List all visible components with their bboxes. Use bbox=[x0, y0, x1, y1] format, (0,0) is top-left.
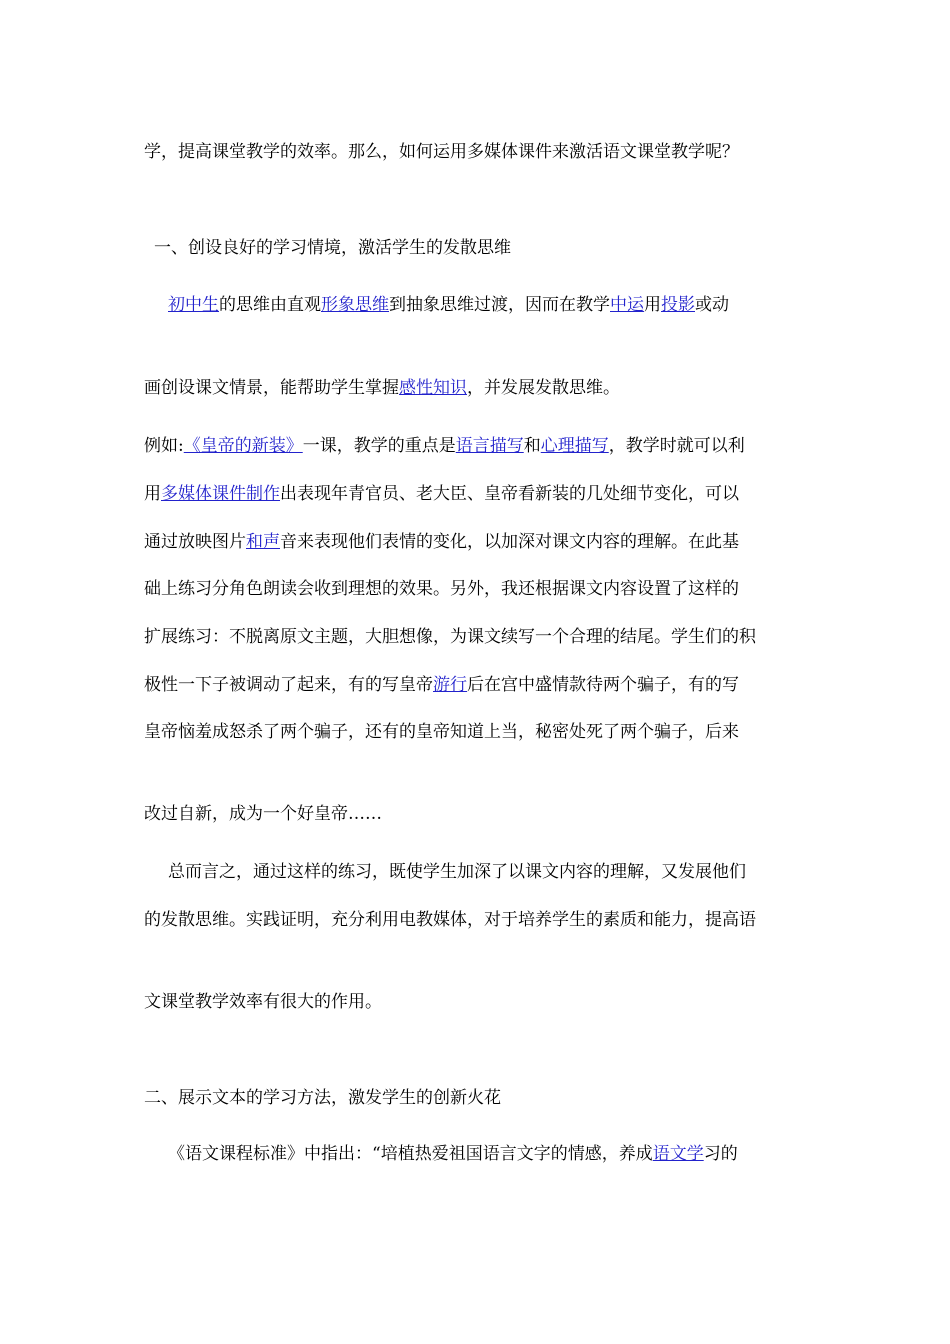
section-heading bbox=[144, 1087, 501, 1109]
text-segment: 后在宫中盛情款待两个骗子，有的写 bbox=[467, 675, 739, 695]
text-segment: 的思维由直观 bbox=[219, 295, 321, 315]
text-line bbox=[168, 294, 729, 316]
text-link[interactable]: 感性知识 bbox=[399, 378, 467, 398]
text-segment: 用 bbox=[144, 484, 161, 504]
text-segment: 例如: bbox=[144, 436, 184, 456]
text-line bbox=[144, 531, 739, 553]
text-line bbox=[144, 626, 756, 648]
text-segment: 础上练习分角色朗读会收到理想的效果。另外，我还根据课文内容设置了这样的 bbox=[144, 579, 739, 599]
text-segment: 皇帝恼羞成怒杀了两个骗子，还有的皇帝知道上当，秘密处死了两个骗子，后来 bbox=[144, 722, 739, 742]
text-line bbox=[168, 1143, 738, 1165]
text-line bbox=[144, 909, 756, 931]
text-segment: 或动 bbox=[695, 295, 729, 315]
text-link[interactable]: 语文学 bbox=[652, 1144, 704, 1164]
text-segment: 极性一下子被调动了起来，有的写皇帝 bbox=[144, 675, 433, 695]
text-segment: 习的 bbox=[703, 1144, 738, 1164]
text-line bbox=[144, 578, 739, 600]
text-link[interactable]: 多媒体课件制作 bbox=[161, 484, 280, 504]
text-segment: ，教学时就可以利 bbox=[608, 436, 745, 456]
text-link[interactable]: 《皇帝的新装》 bbox=[183, 436, 303, 456]
text-segment: 总而言之，通过这样的练习，既使学生加深了以课文内容的理解，又发展他们 bbox=[168, 862, 746, 882]
text-segment: 《语文课程标准》中指出：“培植热爱祖国语言文字的情感，养成 bbox=[168, 1144, 653, 1164]
text-segment: 用 bbox=[644, 295, 661, 315]
text-segment: 的发散思维。实践证明，充分利用电教媒体，对于培养学生的素质和能力，提高语 bbox=[144, 910, 756, 930]
text-line bbox=[144, 991, 382, 1013]
text-link[interactable]: 中运 bbox=[610, 295, 644, 315]
text-line bbox=[144, 483, 739, 505]
text-segment: 到抽象思维过渡，因而在教学 bbox=[389, 295, 610, 315]
text-link[interactable]: 心理描写 bbox=[540, 436, 609, 456]
text-link[interactable]: 语言描写 bbox=[455, 436, 524, 456]
text-segment: ，并发展发散思维。 bbox=[467, 378, 620, 398]
text-segment: 学，提高课堂教学的效率。那么，如何运用多媒体课件来激活语文课堂教学呢？ bbox=[144, 142, 739, 162]
text-line bbox=[144, 435, 745, 457]
text-segment: 文课堂教学效率有很大的作用。 bbox=[144, 992, 382, 1012]
text-segment: 音来表现他们表情的变化，以加深对课文内容的理解。在此基 bbox=[280, 532, 739, 552]
text-link[interactable]: 投影 bbox=[661, 295, 695, 315]
text-segment: 和 bbox=[523, 436, 541, 456]
text-link[interactable]: 游行 bbox=[433, 675, 467, 695]
text-line bbox=[168, 861, 746, 883]
text-link[interactable]: 形象思维 bbox=[321, 295, 389, 315]
text-link[interactable]: 初中生 bbox=[168, 295, 219, 315]
text-segment: 一、创设良好的学习情境，激活学生的发散思维 bbox=[154, 238, 511, 258]
text-segment: 改过自新，成为一个好皇帝…… bbox=[144, 804, 382, 824]
text-line bbox=[144, 141, 739, 163]
text-segment: 通过放映图片 bbox=[144, 532, 246, 552]
text-line bbox=[144, 721, 739, 743]
section-heading bbox=[154, 237, 511, 259]
text-line bbox=[144, 803, 382, 825]
text-segment: 二、展示文本的学习方法，激发学生的创新火花 bbox=[144, 1088, 501, 1108]
text-segment: 出表现年青官员、老大臣、皇帝看新装的几处细节变化，可以 bbox=[280, 484, 739, 504]
text-line bbox=[144, 377, 620, 399]
text-segment: 一课，教学的重点是 bbox=[302, 436, 456, 456]
text-segment: 画创设课文情景，能帮助学生掌握 bbox=[144, 378, 399, 398]
text-link[interactable]: 和声 bbox=[246, 532, 280, 552]
text-line bbox=[144, 674, 739, 696]
text-segment: 扩展练习：不脱离原文主题，大胆想像，为课文续写一个合理的结尾。学生们的积 bbox=[144, 627, 756, 647]
